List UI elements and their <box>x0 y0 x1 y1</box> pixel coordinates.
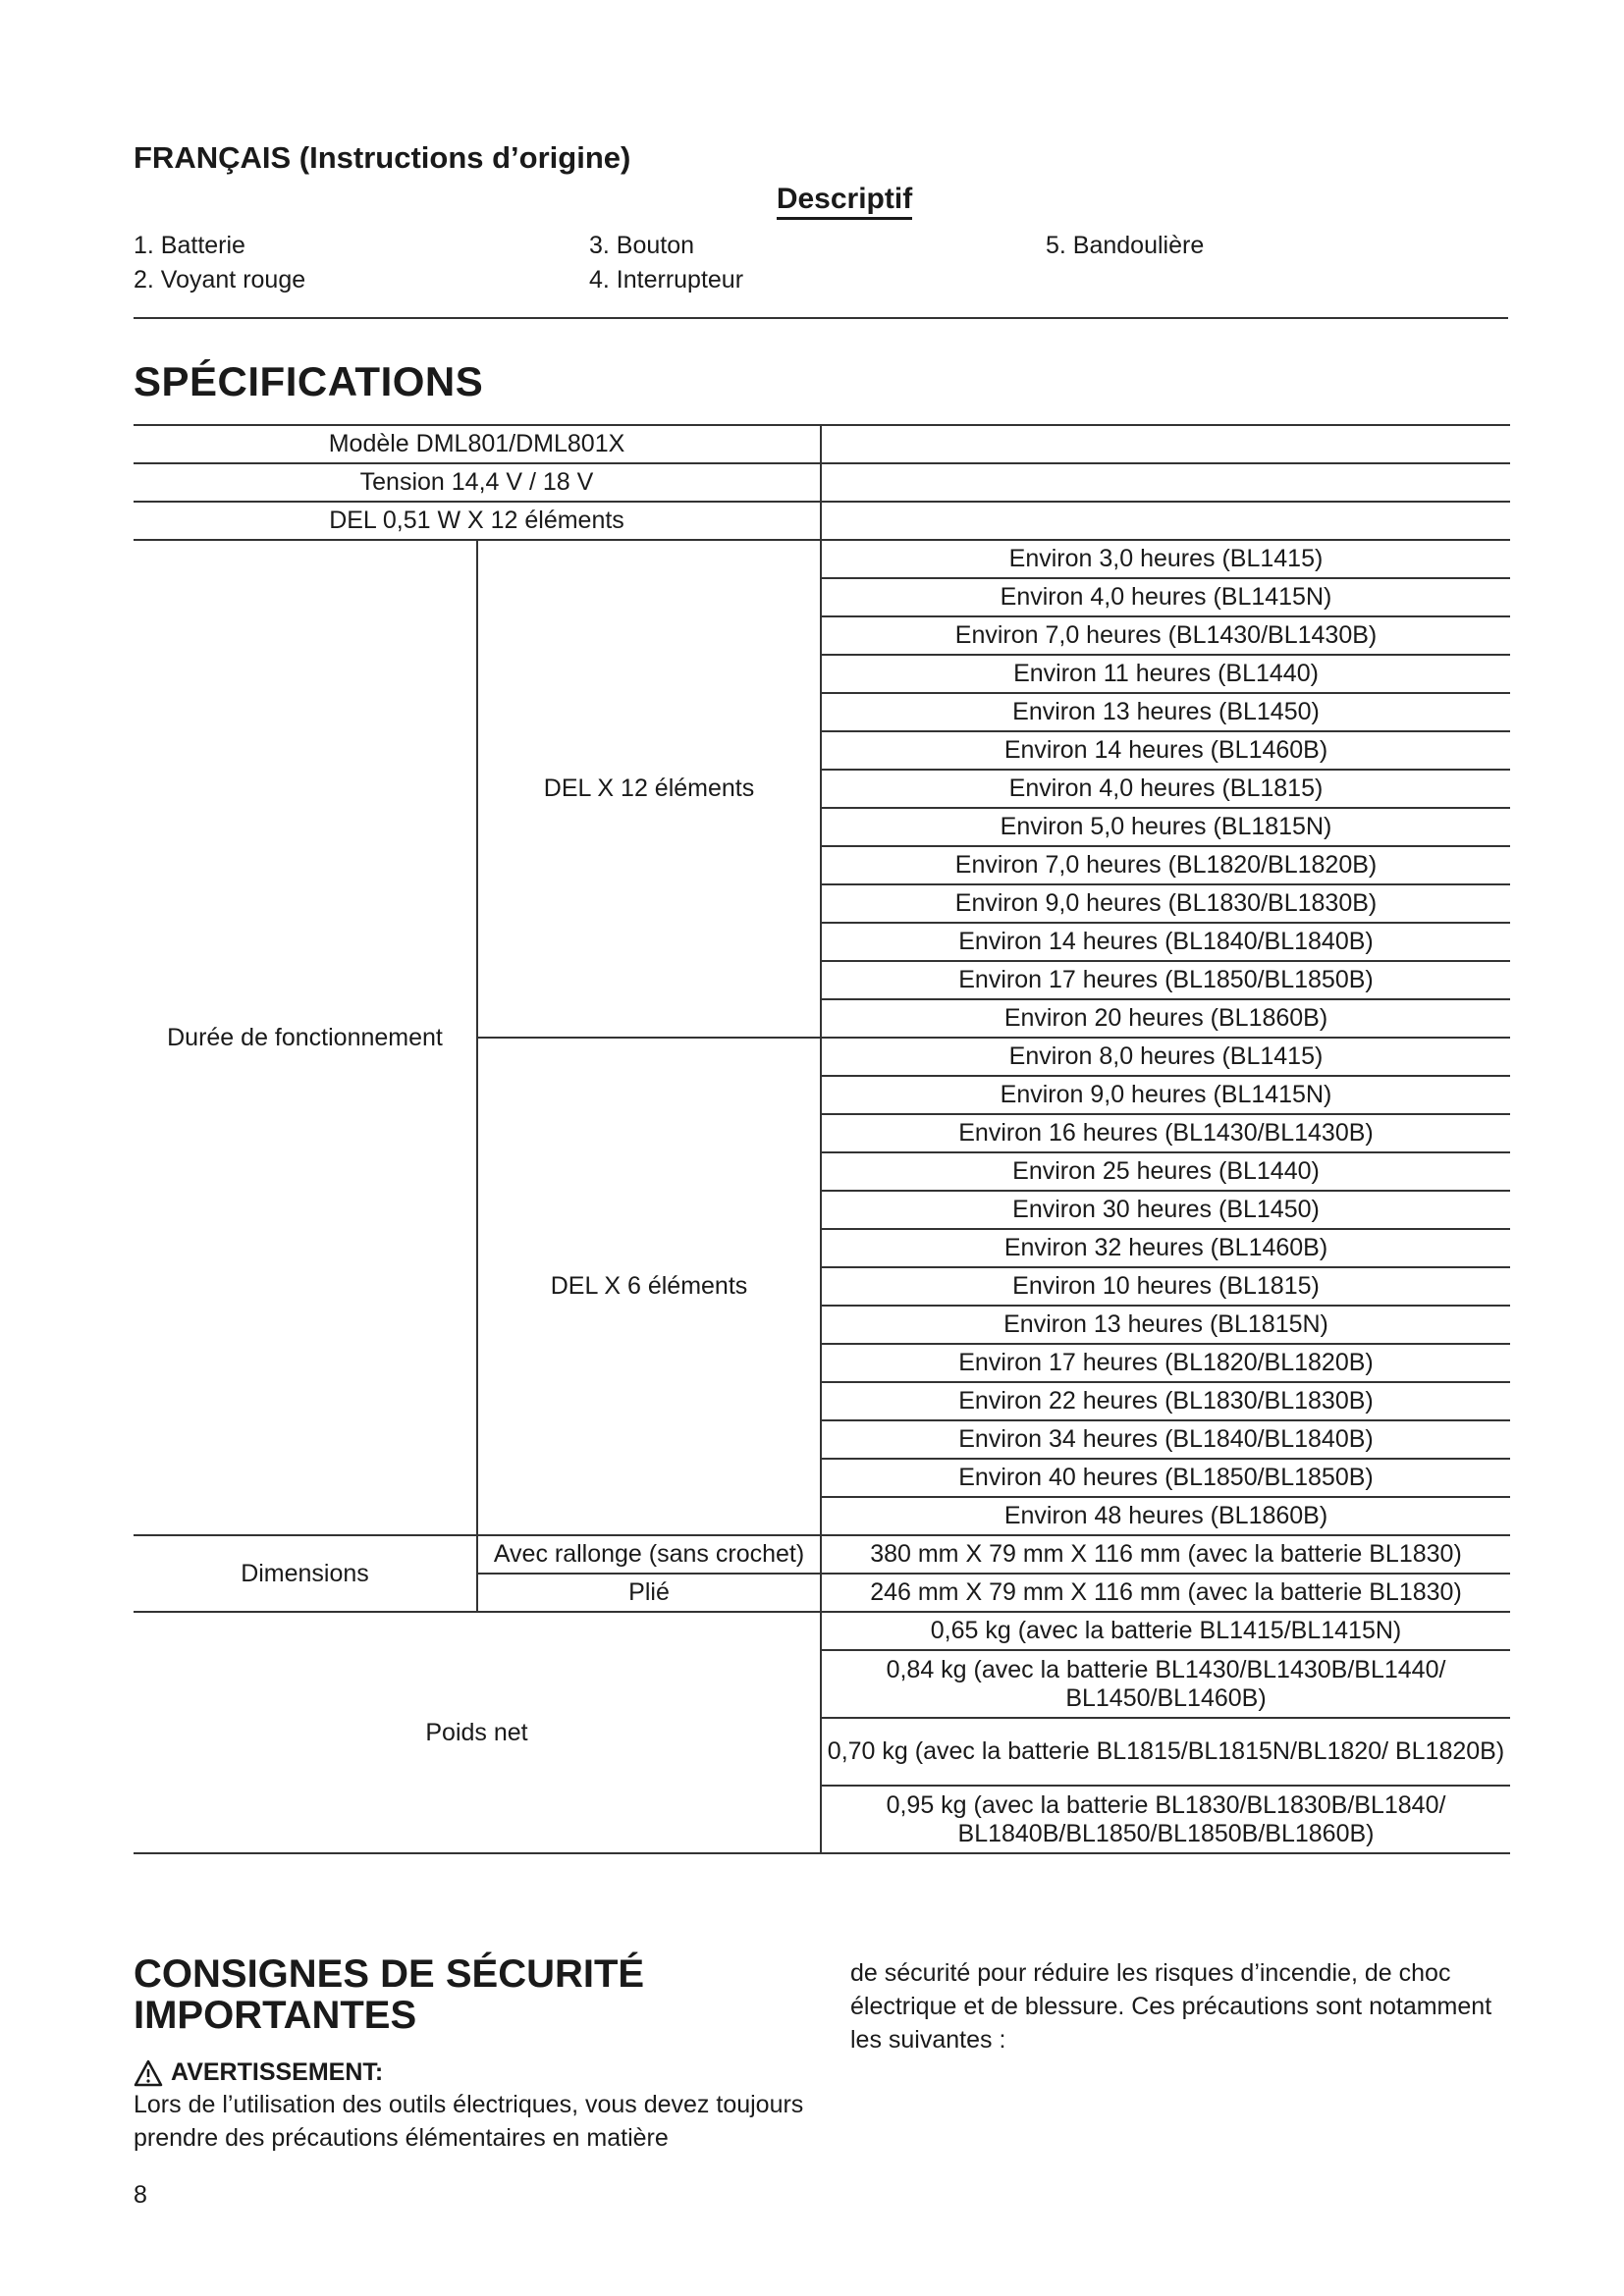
led-value-cell <box>821 502 1510 540</box>
dim-folded-value-cell: 246 mm X 79 mm X 116 mm (avec la batterie BL1830) <box>821 1574 1510 1612</box>
dim-folded-label-cell: Plié <box>477 1574 821 1612</box>
voltage-value-cell <box>821 463 1510 502</box>
runtime-value-cell: Environ 10 heures (BL1815) <box>821 1267 1510 1306</box>
section-divider <box>134 317 1508 319</box>
page-number: 8 <box>134 2181 147 2209</box>
runtime-value-cell: Environ 34 heures (BL1840/BL1840B) <box>821 1420 1510 1459</box>
warning-label: AVERTISSEMENT: <box>171 2058 384 2086</box>
runtime-value-cell: Environ 11 heures (BL1440) <box>821 655 1510 693</box>
weight-value-cell: 0,84 kg (avec la batterie BL1430/BL1430B/BL1440/ BL1450/BL1460B) <box>821 1650 1510 1718</box>
weight-value-cell: 0,65 kg (avec la batterie BL1415/BL1415N) <box>821 1612 1510 1650</box>
runtime-value-cell: Environ 17 heures (BL1820/BL1820B) <box>821 1344 1510 1382</box>
safety-column-2-text: de sécurité pour réduire les risques d’incendie, de choc électrique et de blessure. Ces précautions sont notamment les suivantes : <box>850 1959 1492 2054</box>
table-row <box>134 1535 1510 1574</box>
runtime-value-cell: Environ 48 heures (BL1860B) <box>821 1497 1510 1535</box>
runtime-value-cell: Environ 40 heures (BL1850/BL1850B) <box>821 1459 1510 1497</box>
led-cell: DEL 0,51 W X 12 éléments <box>134 502 821 540</box>
runtime-value-cell: Environ 5,0 heures (BL1815N) <box>821 808 1510 846</box>
runtime-value-cell: Environ 3,0 heures (BL1415) <box>821 540 1510 578</box>
descriptif-item: 3. Bouton <box>589 232 695 259</box>
model-value-cell <box>821 425 1510 463</box>
led12-label-cell: DEL X 12 éléments <box>477 540 821 1038</box>
weight-value-cell: 0,70 kg (avec la batterie BL1815/BL1815N/BL1820/ BL1820B) <box>821 1718 1510 1786</box>
weight-value-cell: 0,95 kg (avec la batterie BL1830/BL1830B/BL1840/ BL1840B/BL1850/BL1850B/BL1860B) <box>821 1786 1510 1853</box>
dim-extended-value-cell: 380 mm X 79 mm X 116 mm (avec la batterie BL1830) <box>821 1535 1510 1574</box>
weight-label-cell: Poids net <box>134 1612 821 1853</box>
runtime-value-cell: Environ 17 heures (BL1850/BL1850B) <box>821 961 1510 999</box>
runtime-value-cell: Environ 9,0 heures (BL1830/BL1830B) <box>821 884 1510 923</box>
safety-heading: CONSIGNES DE SÉCURITÉ IMPORTANTES <box>134 1952 645 2037</box>
runtime-value-cell: Environ 4,0 heures (BL1415N) <box>821 578 1510 616</box>
runtime-value-cell: Environ 7,0 heures (BL1820/BL1820B) <box>821 846 1510 884</box>
runtime-value-cell: Environ 32 heures (BL1460B) <box>821 1229 1510 1267</box>
runtime-label-cell: Durée de fonctionnement <box>134 540 477 1535</box>
runtime-value-cell: Environ 7,0 heures (BL1430/BL1430B) <box>821 616 1510 655</box>
table-row <box>134 540 1510 578</box>
runtime-value-cell: Environ 30 heures (BL1450) <box>821 1191 1510 1229</box>
voltage-cell: Tension 14,4 V / 18 V <box>134 463 821 502</box>
descriptif-heading-text: Descriptif <box>777 183 912 220</box>
warning-label-row <box>134 2058 383 2087</box>
dim-extended-label-cell: Avec rallonge (sans crochet) <box>477 1535 821 1574</box>
runtime-value-cell: Environ 25 heures (BL1440) <box>821 1152 1510 1191</box>
table-row <box>134 425 1510 463</box>
specifications-table <box>134 424 1510 1854</box>
dimensions-label-cell: Dimensions <box>134 1535 477 1612</box>
runtime-value-cell: Environ 13 heures (BL1450) <box>821 693 1510 731</box>
descriptif-item: 4. Interrupteur <box>589 266 744 294</box>
descriptif-item: 5. Bandoulière <box>1046 232 1205 259</box>
table-row <box>134 463 1510 502</box>
warning-text: Lors de l’utilisation des outils électriques, vous devez toujours prendre des précautions élémentaires en matière <box>134 2091 804 2152</box>
runtime-value-cell: Environ 14 heures (BL1840/BL1840B) <box>821 923 1510 961</box>
table-row <box>134 502 1510 540</box>
led6-label-cell: DEL X 6 éléments <box>477 1038 821 1535</box>
runtime-value-cell: Environ 14 heures (BL1460B) <box>821 731 1510 770</box>
runtime-value-cell: Environ 4,0 heures (BL1815) <box>821 770 1510 808</box>
runtime-value-cell: Environ 9,0 heures (BL1415N) <box>821 1076 1510 1114</box>
descriptif-item: 2. Voyant rouge <box>134 266 306 294</box>
descriptif-list <box>134 232 1508 310</box>
descriptif-item: 1. Batterie <box>134 232 245 259</box>
table-row <box>134 1612 1510 1650</box>
model-cell: Modèle DML801/DML801X <box>134 425 821 463</box>
runtime-value-cell: Environ 13 heures (BL1815N) <box>821 1306 1510 1344</box>
runtime-value-cell: Environ 8,0 heures (BL1415) <box>821 1038 1510 1076</box>
runtime-value-cell: Environ 16 heures (BL1430/BL1430B) <box>821 1114 1510 1152</box>
specifications-heading: SPÉCIFICATIONS <box>134 358 484 404</box>
language-title: FRANÇAIS (Instructions d’origine) <box>134 140 631 175</box>
runtime-value-cell: Environ 22 heures (BL1830/BL1830B) <box>821 1382 1510 1420</box>
descriptif-heading <box>0 183 1624 216</box>
warning-icon <box>134 2059 163 2087</box>
runtime-value-cell: Environ 20 heures (BL1860B) <box>821 999 1510 1038</box>
